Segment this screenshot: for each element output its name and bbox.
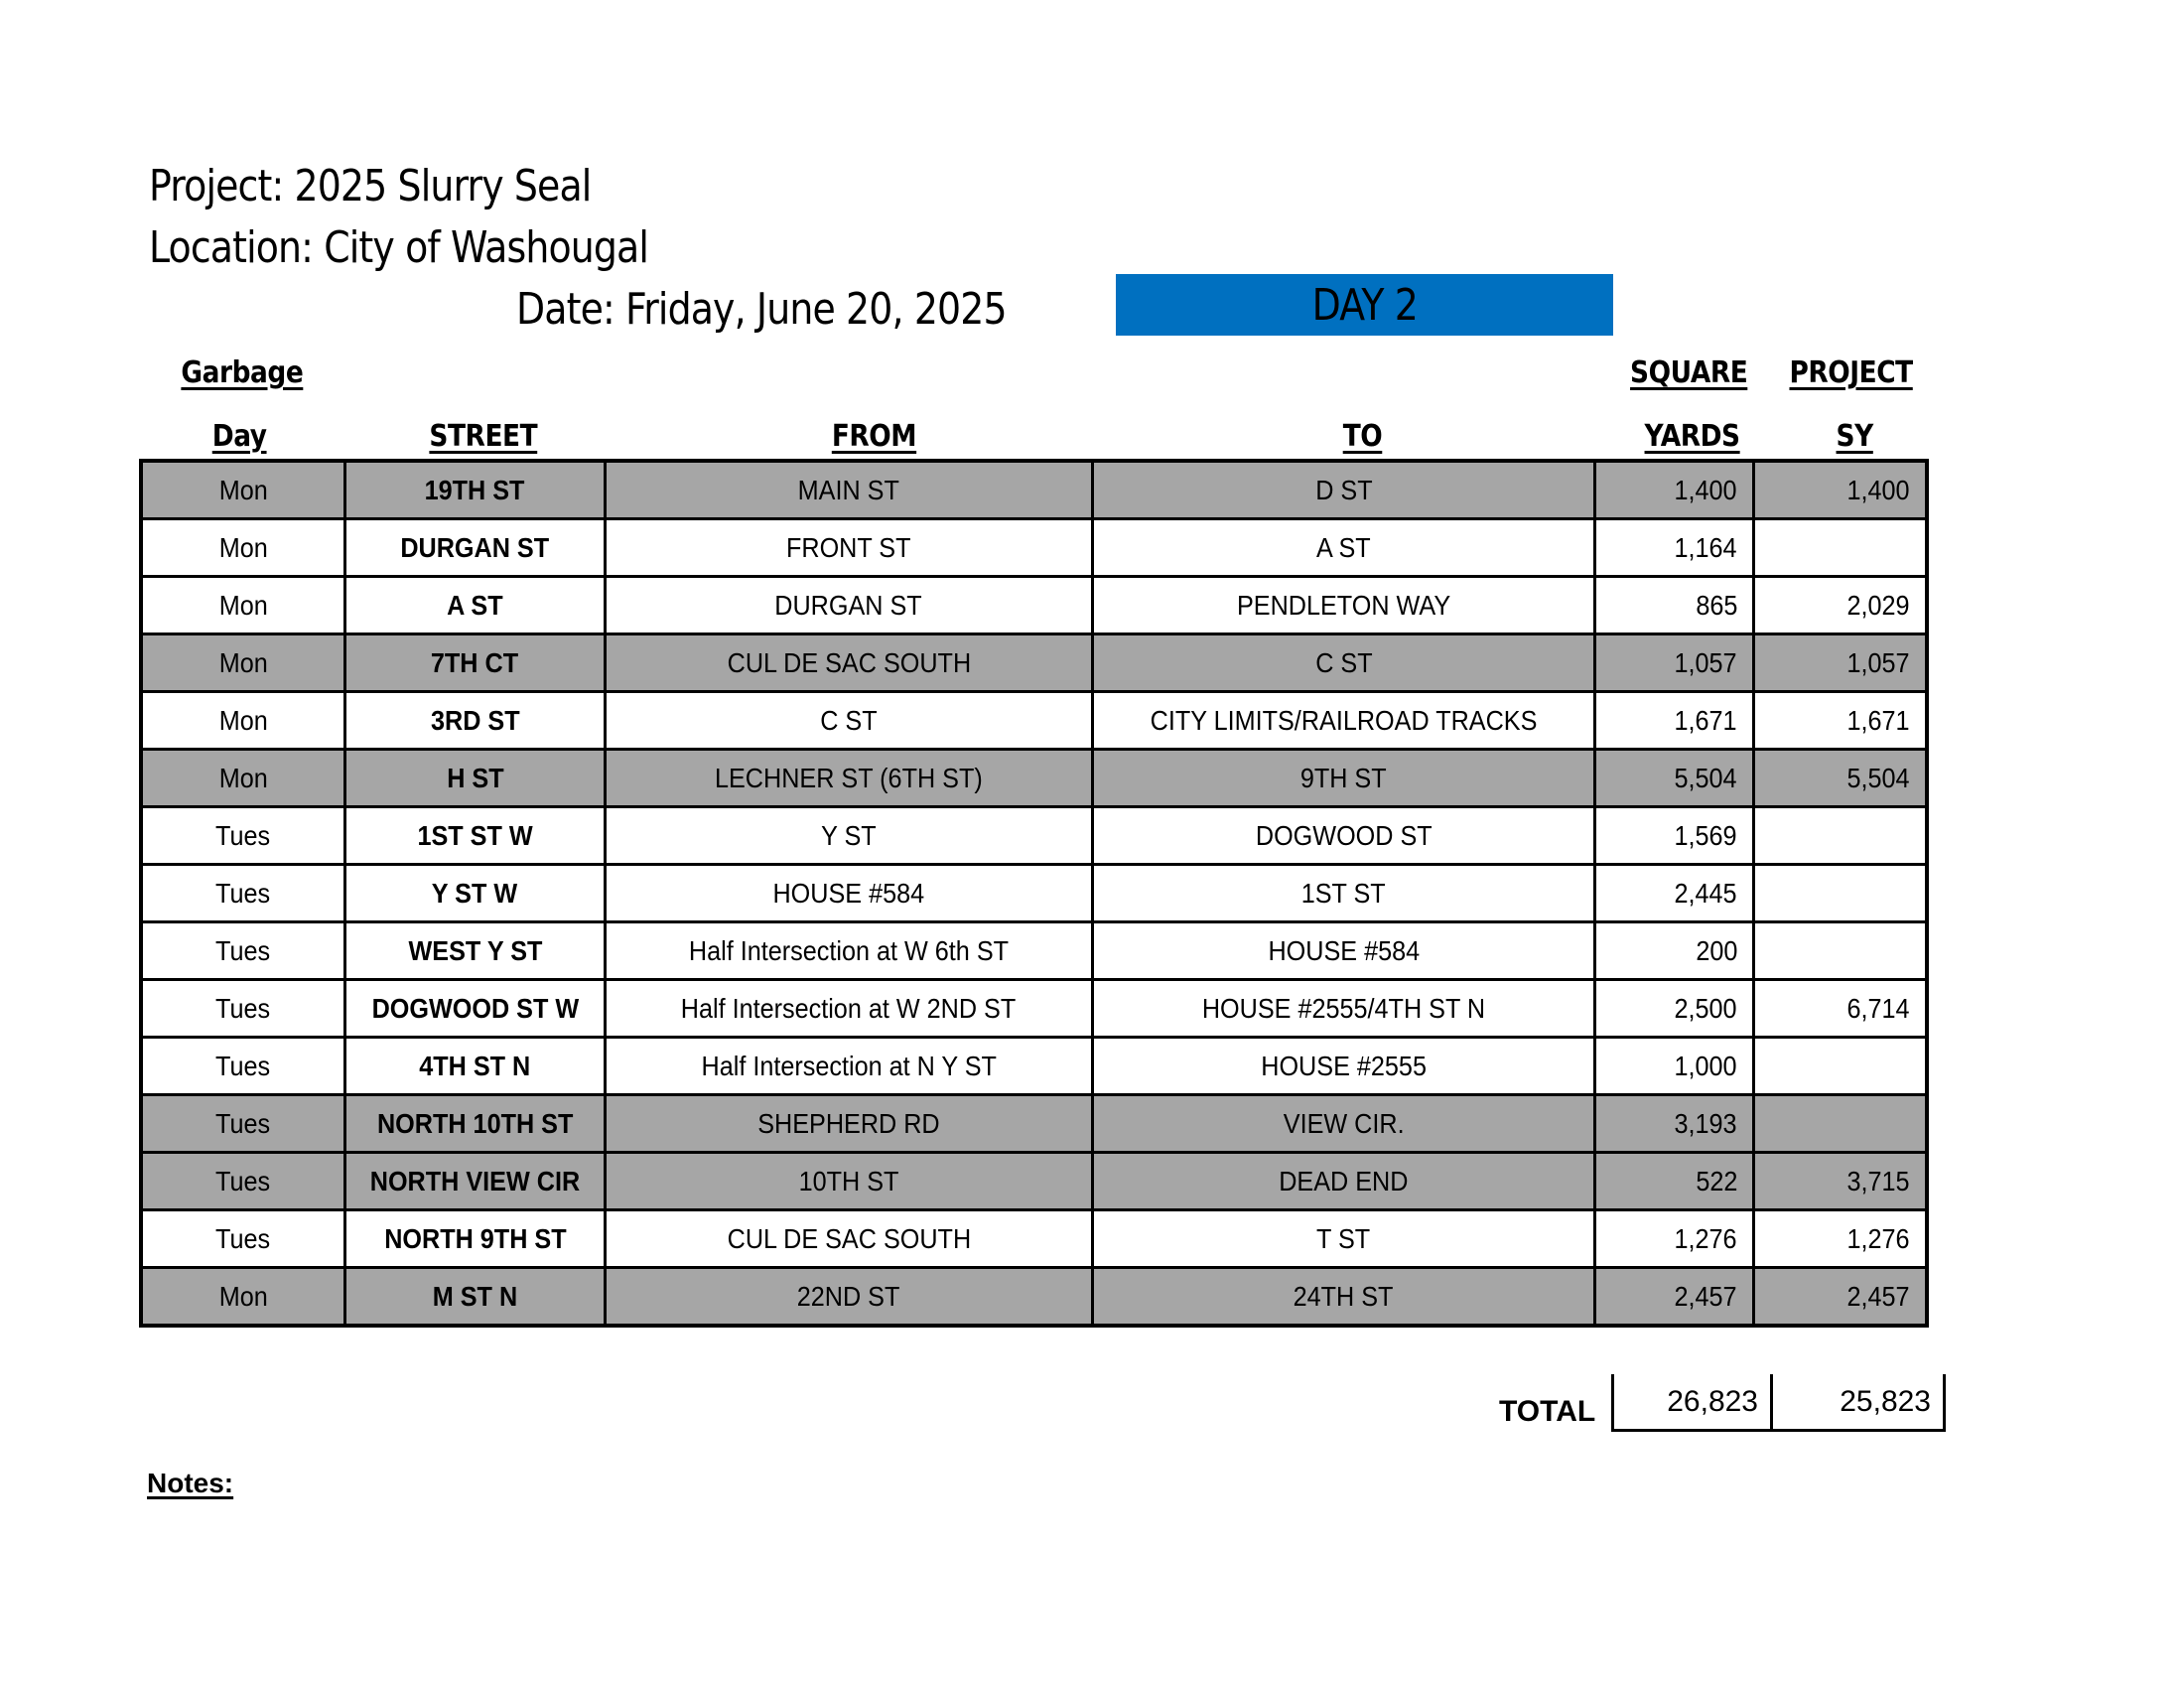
from-cell (605, 692, 1092, 750)
square-yards-cell-text: 3,193 (1674, 1107, 1737, 1139)
to-cell-text: HOUSE #584 (1268, 934, 1420, 966)
project-sy-cell (1753, 865, 1927, 922)
to-cell-text: VIEW CIR. (1283, 1107, 1405, 1139)
day-cell-text: Mon (218, 1280, 268, 1312)
to-cell-text: 9TH ST (1299, 762, 1387, 793)
street-cell (345, 519, 606, 577)
day-cell (141, 577, 345, 634)
to-cell-text: A ST (1316, 531, 1371, 563)
street-cell (345, 1095, 606, 1153)
square-yards-cell (1594, 980, 1753, 1038)
to-cell (1092, 1268, 1594, 1327)
day-cell (141, 461, 345, 519)
notes-label: Notes: (147, 1468, 234, 1498)
square-yards-cell-text: 1,671 (1674, 704, 1737, 736)
square-yards-cell-text: 522 (1696, 1165, 1738, 1196)
day-cell (141, 1095, 345, 1153)
from-cell (605, 1210, 1092, 1268)
day-cell-text: Tues (215, 934, 271, 966)
from-cell-text: 22ND ST (797, 1280, 900, 1312)
square-yards-cell (1594, 1210, 1753, 1268)
col-header-sy: SY (1836, 419, 1873, 454)
to-cell (1092, 922, 1594, 980)
street-cell (345, 461, 606, 519)
day-cell (141, 692, 345, 750)
table-row (141, 692, 1927, 750)
day-cell-text: Tues (215, 1165, 271, 1196)
project-sy-cell (1753, 750, 1927, 807)
project-sy-cell-text: 1,276 (1846, 1222, 1910, 1254)
from-cell-text: Y ST (821, 819, 877, 851)
street-cell (345, 692, 606, 750)
from-cell-text: CUL DE SAC SOUTH (727, 646, 971, 678)
project-sy-cell (1753, 1210, 1927, 1268)
from-cell (605, 807, 1092, 865)
to-cell (1092, 750, 1594, 807)
to-cell-text: PENDLETON WAY (1236, 589, 1450, 621)
square-yards-cell-text: 865 (1696, 589, 1738, 621)
to-cell (1092, 1153, 1594, 1210)
project-sy-cell-text: 1,057 (1846, 646, 1910, 678)
project-sy-cell-text: 2,457 (1846, 1280, 1910, 1312)
street-cell-text: 19TH ST (425, 474, 525, 505)
project-sy-cell-text: 3,715 (1846, 1165, 1910, 1196)
col-header-project: PROJECT (1789, 355, 1913, 390)
to-cell (1092, 519, 1594, 577)
square-yards-cell-text: 2,500 (1674, 992, 1737, 1024)
street-cell-text: 1ST ST W (417, 819, 533, 851)
from-cell (605, 461, 1092, 519)
street-cell (345, 1210, 606, 1268)
street-cell-text: WEST Y ST (407, 934, 542, 966)
table-row (141, 461, 1927, 519)
from-cell (605, 865, 1092, 922)
from-cell-text: CUL DE SAC SOUTH (727, 1222, 971, 1254)
from-cell (605, 634, 1092, 692)
street-cell-text: 4TH ST N (419, 1050, 531, 1081)
table-row (141, 519, 1927, 577)
total-square-yards: 26,823 (1613, 1374, 1772, 1431)
to-cell (1092, 461, 1594, 519)
col-header-street: STREET (429, 419, 538, 454)
to-cell-text: T ST (1316, 1222, 1371, 1254)
project-sy-cell (1753, 922, 1927, 980)
square-yards-cell-text: 200 (1696, 934, 1738, 966)
square-yards-cell-text: 1,000 (1674, 1050, 1737, 1081)
day-cell (141, 634, 345, 692)
square-yards-cell (1594, 1095, 1753, 1153)
square-yards-cell-text: 1,569 (1674, 819, 1737, 851)
project-sy-cell (1753, 519, 1927, 577)
table-row (141, 750, 1927, 807)
day-cell (141, 750, 345, 807)
from-cell (605, 1153, 1092, 1210)
street-cell (345, 1153, 606, 1210)
day-cell (141, 922, 345, 980)
from-cell (605, 1038, 1092, 1095)
street-cell-text: M ST N (432, 1280, 518, 1312)
totals-box (1611, 1374, 1946, 1432)
from-cell-text: FRONT ST (786, 531, 911, 563)
table-row (141, 1153, 1927, 1210)
date-label: Date: Friday, June 20, 2025 (516, 284, 1007, 335)
street-cell (345, 1268, 606, 1327)
to-cell-text: HOUSE #2555 (1261, 1050, 1427, 1081)
to-cell (1092, 1095, 1594, 1153)
to-cell (1092, 1038, 1594, 1095)
table-row (141, 1038, 1927, 1095)
day-cell-text: Tues (215, 1222, 271, 1254)
square-yards-cell-text: 1,164 (1674, 531, 1737, 563)
day-badge-text: DAY 2 (1311, 279, 1418, 331)
day-cell (141, 1210, 345, 1268)
square-yards-cell (1594, 519, 1753, 577)
from-cell-text: 10TH ST (798, 1165, 899, 1196)
to-cell (1092, 692, 1594, 750)
from-cell (605, 922, 1092, 980)
square-yards-cell (1594, 865, 1753, 922)
table-row (141, 1095, 1927, 1153)
col-header-to: TO (1342, 419, 1383, 454)
col-header-from: FROM (831, 419, 917, 454)
day-cell-text: Mon (218, 646, 268, 678)
project-sy-cell (1753, 692, 1927, 750)
day-cell-text: Tues (215, 877, 271, 909)
to-cell (1092, 865, 1594, 922)
schedule-table (139, 459, 1929, 1328)
table-row (141, 1268, 1927, 1327)
street-cell (345, 922, 606, 980)
from-cell-text: MAIN ST (797, 474, 899, 505)
to-cell-text: C ST (1314, 646, 1373, 678)
project-sy-cell (1753, 1095, 1927, 1153)
street-cell (345, 577, 606, 634)
square-yards-cell-text: 1,057 (1674, 646, 1737, 678)
from-cell (605, 1268, 1092, 1327)
street-cell-text: NORTH VIEW CIR (369, 1165, 581, 1196)
square-yards-cell (1594, 461, 1753, 519)
col-header-day: Day (211, 419, 267, 454)
street-cell (345, 980, 606, 1038)
project-title: Project: 2025 Slurry Seal (149, 161, 592, 211)
from-cell-text: DURGAN ST (774, 589, 923, 621)
location-label: Location: City of Washougal (149, 222, 649, 273)
street-cell-text: 3RD ST (430, 704, 520, 736)
square-yards-cell (1594, 692, 1753, 750)
day-cell (141, 519, 345, 577)
square-yards-cell-text: 1,276 (1674, 1222, 1737, 1254)
street-cell (345, 807, 606, 865)
day-cell (141, 807, 345, 865)
table-row (141, 807, 1927, 865)
project-sy-cell (1753, 1038, 1927, 1095)
day-cell-text: Tues (215, 1050, 271, 1081)
street-cell (345, 1038, 606, 1095)
day-cell-text: Mon (218, 589, 268, 621)
square-yards-cell (1594, 807, 1753, 865)
day-cell-text: Tues (215, 819, 271, 851)
col-header-square: SQUARE (1630, 355, 1748, 390)
total-label: TOTAL (1499, 1395, 1596, 1428)
street-cell-text: DOGWOOD ST W (371, 992, 579, 1024)
to-cell (1092, 980, 1594, 1038)
square-yards-cell-text: 5,504 (1674, 762, 1737, 793)
street-cell-text: A ST (447, 589, 503, 621)
to-cell-text: DEAD END (1279, 1165, 1409, 1196)
to-cell (1092, 1210, 1594, 1268)
to-cell (1092, 807, 1594, 865)
day-cell-text: Mon (218, 762, 268, 793)
day-cell-text: Mon (218, 531, 268, 563)
day-cell (141, 1038, 345, 1095)
square-yards-cell (1594, 577, 1753, 634)
day-cell (141, 1268, 345, 1327)
square-yards-cell (1594, 1153, 1753, 1210)
day-cell-text: Tues (215, 1107, 271, 1139)
street-cell-text: NORTH 9TH ST (383, 1222, 567, 1254)
project-sy-cell-text: 1,671 (1846, 704, 1910, 736)
to-cell (1092, 577, 1594, 634)
street-cell-text: NORTH 10TH ST (376, 1107, 574, 1139)
from-cell (605, 519, 1092, 577)
from-cell-text: Half Intersection at W 2ND ST (681, 992, 1017, 1024)
square-yards-cell (1594, 1038, 1753, 1095)
from-cell-text: Half Intersection at W 6th ST (688, 934, 1009, 966)
square-yards-cell (1594, 634, 1753, 692)
to-cell-text: CITY LIMITS/RAILROAD TRACKS (1150, 704, 1538, 736)
total-project-sy: 25,823 (1772, 1374, 1945, 1431)
table-row (141, 634, 1927, 692)
street-cell (345, 634, 606, 692)
to-cell-text: D ST (1314, 474, 1373, 505)
col-header-yards: YARDS (1644, 419, 1740, 454)
square-yards-cell-text: 2,445 (1674, 877, 1737, 909)
to-cell-text: DOGWOOD ST (1255, 819, 1433, 851)
project-sy-cell-text: 6,714 (1846, 992, 1910, 1024)
square-yards-cell-text: 1,400 (1674, 474, 1737, 505)
to-cell (1092, 634, 1594, 692)
to-cell-text: 24TH ST (1293, 1280, 1394, 1312)
street-cell (345, 865, 606, 922)
from-cell (605, 1095, 1092, 1153)
street-cell-text: Y ST W (432, 877, 518, 909)
from-cell-text: SHEPHERD RD (757, 1107, 940, 1139)
table-row (141, 1210, 1927, 1268)
from-cell-text: C ST (820, 704, 878, 736)
project-sy-cell-text: 1,400 (1846, 474, 1910, 505)
project-sy-cell (1753, 807, 1927, 865)
square-yards-cell (1594, 1268, 1753, 1327)
to-cell-text: 1ST ST (1300, 877, 1386, 909)
day-cell (141, 865, 345, 922)
project-sy-cell (1753, 980, 1927, 1038)
square-yards-cell-text: 2,457 (1674, 1280, 1737, 1312)
table-row (141, 922, 1927, 980)
day-cell-text: Tues (215, 992, 271, 1024)
col-header-garbage: Garbage (181, 355, 304, 390)
from-cell (605, 577, 1092, 634)
day-cell-text: Mon (218, 474, 268, 505)
day-cell (141, 1153, 345, 1210)
project-sy-cell (1753, 577, 1927, 634)
square-yards-cell (1594, 922, 1753, 980)
to-cell-text: HOUSE #2555/4TH ST N (1201, 992, 1486, 1024)
project-sy-cell-text: 2,029 (1846, 589, 1910, 621)
table-row (141, 577, 1927, 634)
day-badge (1116, 274, 1613, 336)
project-sy-cell-text: 5,504 (1846, 762, 1910, 793)
from-cell-text: LECHNER ST (6TH ST) (715, 762, 983, 793)
from-cell-text: HOUSE #584 (772, 877, 925, 909)
street-cell-text: H ST (446, 762, 504, 793)
street-cell (345, 750, 606, 807)
street-cell-text: DURGAN ST (400, 531, 550, 563)
table-row (141, 865, 1927, 922)
from-cell (605, 750, 1092, 807)
square-yards-cell (1594, 750, 1753, 807)
from-cell-text: Half Intersection at N Y ST (701, 1050, 997, 1081)
day-cell (141, 980, 345, 1038)
project-sy-cell (1753, 1268, 1927, 1327)
day-cell-text: Mon (218, 704, 268, 736)
table-row (141, 980, 1927, 1038)
street-cell-text: 7TH CT (431, 646, 519, 678)
project-sy-cell (1753, 461, 1927, 519)
from-cell (605, 980, 1092, 1038)
project-sy-cell (1753, 634, 1927, 692)
project-sy-cell (1753, 1153, 1927, 1210)
